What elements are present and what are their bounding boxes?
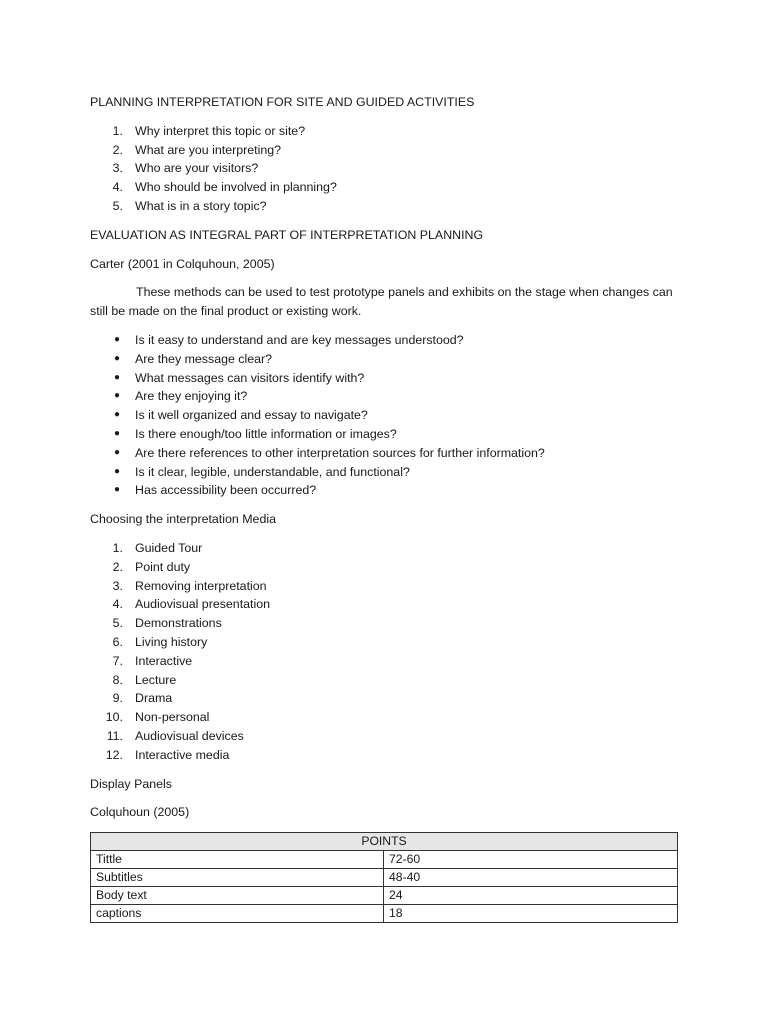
list-item bbox=[90, 197, 680, 216]
list-item-text: What messages can visitors identify with? bbox=[135, 370, 365, 385]
list-number: 4. bbox=[112, 180, 123, 195]
list-item bbox=[90, 178, 680, 197]
table-row bbox=[91, 869, 678, 887]
list-item-text: Are they message clear? bbox=[135, 351, 273, 366]
table-cell-value: 72-60 bbox=[384, 851, 678, 869]
table-row bbox=[91, 905, 678, 923]
list-item bbox=[90, 671, 680, 690]
list-number: 7. bbox=[112, 653, 123, 668]
list-item-text: Audiovisual devices bbox=[135, 728, 244, 743]
list-item bbox=[90, 708, 680, 727]
list-item bbox=[90, 539, 680, 558]
list-item-text: Point duty bbox=[135, 559, 191, 574]
bullet-icon: ● bbox=[114, 446, 121, 458]
citation-colquhoun: Colquhoun (2005) bbox=[90, 805, 190, 820]
list-item bbox=[90, 595, 680, 614]
list-item bbox=[90, 614, 680, 633]
list-item-text: Demonstrations bbox=[135, 616, 222, 631]
table-row bbox=[91, 851, 678, 869]
bullet-icon: ● bbox=[114, 333, 121, 345]
list-item-text: Is it well organized and essay to navigate? bbox=[135, 408, 368, 423]
bullet-icon: ● bbox=[114, 427, 121, 439]
list-item bbox=[90, 652, 680, 671]
bullet-icon: ● bbox=[114, 465, 121, 477]
section-heading-planning: PLANNING INTERPRETATION FOR SITE AND GUIDED ACTIVITIES bbox=[90, 95, 475, 109]
table-cell-label: Body text bbox=[91, 887, 384, 905]
list-item bbox=[90, 425, 680, 444]
list-number: 11. bbox=[106, 728, 123, 743]
bullet-icon: ● bbox=[114, 409, 121, 421]
list-number: 2. bbox=[112, 142, 123, 157]
list-number: 8. bbox=[112, 672, 123, 687]
list-number: 3. bbox=[112, 161, 123, 176]
list-item bbox=[90, 444, 680, 463]
list-item-text: Are they enjoying it? bbox=[135, 389, 248, 404]
media-list bbox=[90, 539, 680, 765]
list-item bbox=[90, 387, 680, 406]
list-item-text: Audiovisual presentation bbox=[135, 597, 271, 612]
list-item-text: Is it easy to understand and are key messages understood? bbox=[135, 332, 464, 347]
table-cell-value: 24 bbox=[384, 887, 678, 905]
list-number: 5. bbox=[112, 198, 123, 213]
table-cell-label: Subtitles bbox=[91, 869, 384, 887]
list-item-text: Lecture bbox=[135, 672, 177, 687]
list-item-text: Are there references to other interpretation sources for further information? bbox=[135, 445, 545, 460]
list-item-text: Has accessibility been occurred? bbox=[135, 483, 317, 498]
list-item-text: Who should be involved in planning? bbox=[135, 180, 337, 195]
bullet-icon: ● bbox=[114, 371, 121, 383]
list-item bbox=[90, 406, 680, 425]
section-heading-media: Choosing the interpretation Media bbox=[90, 512, 276, 527]
bullet-icon: ● bbox=[114, 484, 121, 496]
list-item bbox=[90, 633, 680, 652]
evaluation-bullet-list bbox=[90, 331, 680, 500]
list-item-text: What is in a story topic? bbox=[135, 198, 267, 213]
table-cell-value: 18 bbox=[384, 905, 678, 923]
list-number: 5. bbox=[112, 616, 123, 631]
list-item-text: What are you interpreting? bbox=[135, 142, 282, 157]
citation-carter: Carter (2001 in Colquhoun, 2005) bbox=[90, 256, 275, 271]
list-item bbox=[90, 122, 680, 141]
list-item-text: Is it clear, legible, understandable, and functional? bbox=[135, 464, 410, 479]
list-item-text: Drama bbox=[135, 691, 173, 706]
list-number: 9. bbox=[112, 691, 123, 706]
table-cell-value: 48-40 bbox=[384, 869, 678, 887]
planning-questions-list bbox=[90, 122, 680, 216]
list-number: 4. bbox=[112, 597, 123, 612]
list-item-text: Who are your visitors? bbox=[135, 161, 259, 176]
list-number: 1. bbox=[112, 540, 123, 555]
list-number: 12. bbox=[105, 747, 123, 762]
table-cell-label: Tittle bbox=[91, 851, 384, 869]
list-item bbox=[90, 727, 680, 746]
list-item-text: Removing interpretation bbox=[135, 578, 267, 593]
list-item-text: Living history bbox=[135, 634, 208, 649]
list-item bbox=[90, 481, 680, 500]
bullet-icon: ● bbox=[114, 352, 121, 364]
list-item-text: Interactive media bbox=[135, 747, 230, 762]
list-item-text: Non-personal bbox=[135, 710, 210, 725]
list-item bbox=[90, 159, 680, 178]
list-item-text: Interactive bbox=[135, 653, 193, 668]
table-header-row bbox=[91, 833, 678, 851]
points-table bbox=[90, 832, 678, 923]
list-item bbox=[90, 331, 680, 350]
bullet-icon: ● bbox=[114, 390, 121, 402]
list-item-text: Guided Tour bbox=[135, 540, 203, 555]
list-item bbox=[90, 463, 680, 482]
list-item bbox=[90, 577, 680, 596]
table-header-points: POINTS bbox=[91, 833, 678, 851]
list-item-text: Is there enough/too little information or images? bbox=[135, 426, 397, 441]
table-cell-label: captions bbox=[91, 905, 384, 923]
list-item bbox=[90, 350, 680, 369]
list-number: 10. bbox=[105, 710, 123, 725]
list-number: 6. bbox=[112, 634, 123, 649]
list-item-text: Why interpret this topic or site? bbox=[135, 123, 306, 138]
list-item bbox=[90, 369, 680, 388]
list-item bbox=[90, 746, 680, 765]
list-item bbox=[90, 141, 680, 160]
section-heading-display-panels: Display Panels bbox=[90, 776, 172, 791]
list-number: 1. bbox=[112, 123, 123, 138]
table-row bbox=[91, 887, 678, 905]
list-number: 3. bbox=[112, 578, 123, 593]
methods-paragraph: These methods can be used to test prototype panels and exhibits on the stage when changes can still be made on the final product or existing work. bbox=[90, 285, 673, 319]
document-page bbox=[90, 93, 680, 923]
list-number: 2. bbox=[112, 559, 123, 574]
section-heading-evaluation: EVALUATION AS INTEGRAL PART OF INTERPRETATION PLANNING bbox=[90, 227, 484, 242]
list-item bbox=[90, 689, 680, 708]
list-item bbox=[90, 558, 680, 577]
